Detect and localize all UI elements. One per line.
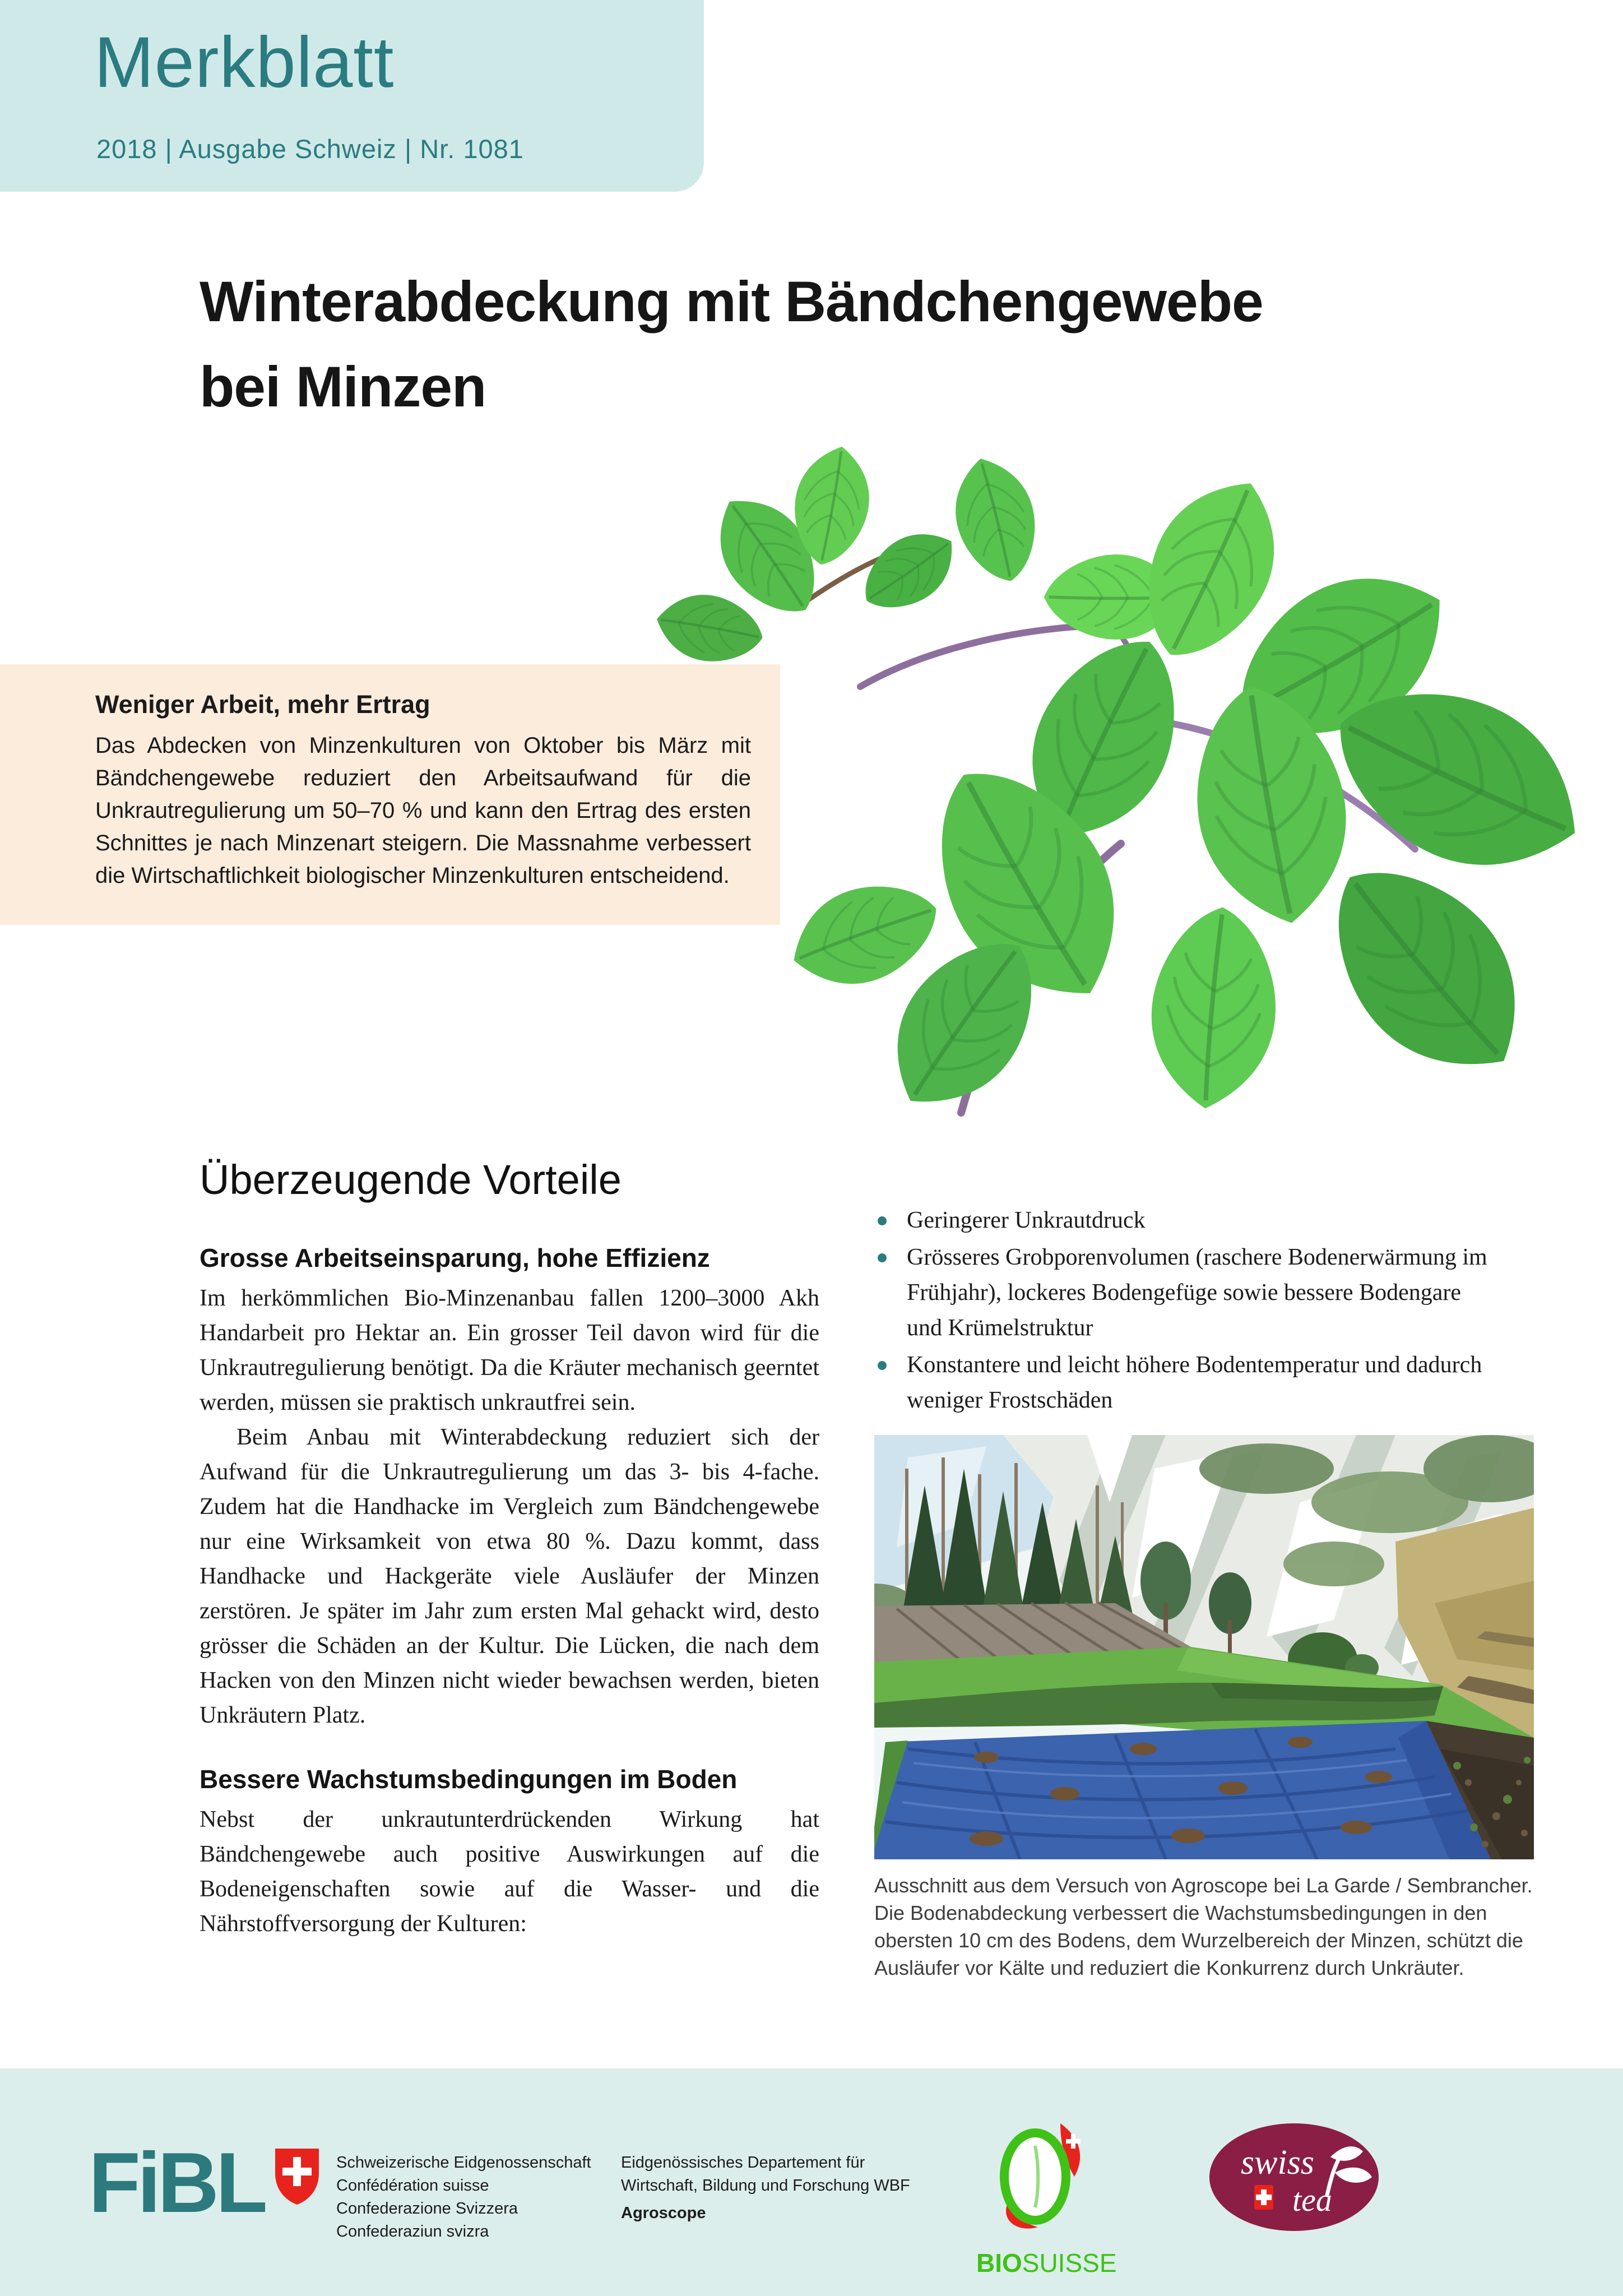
masthead-subtitle: 2018 | Ausgabe Schweiz | Nr. 1081 (96, 134, 524, 164)
benefits-list (874, 1203, 1501, 1418)
department-line: Eidgenössisches Departement für (621, 2154, 865, 2172)
confederation-line: Schweizerische Eidgenossenschaft (336, 2154, 591, 2172)
department-block (621, 2151, 910, 2225)
confederation-line: Confederaziun svizra (336, 2223, 489, 2241)
masthead (0, 0, 704, 192)
left-column (200, 1156, 819, 1941)
field-photo (874, 1435, 1534, 1859)
benefit-item (874, 1240, 1501, 1346)
footer (0, 2068, 1623, 2296)
intro-box-body: Das Abdecken von Minzenkulturen von Oktober bis März mit Bändchengewebe reduziert den Arbeitsaufwand für die Unkrautregulierung um 50–70 % und kann den Ertrag des ersten Schnittes je nach Minzenart steigern. Die Massnahme verbessert die Wirtschaftlichkeit biologischer Minzenkulturen entscheidend. (95, 733, 751, 888)
benefit-item (874, 1348, 1501, 1418)
biosuisse-logo (976, 2112, 1133, 2278)
biosuisse-mark-icon (976, 2112, 1111, 2247)
agroscope-label: Agroscope (621, 2204, 706, 2222)
confederation-block (336, 2151, 591, 2243)
benefit-text: Grösseres Grobporenvolumen (raschere Bodenerwärmung im Frühjahr), lockeres Bodengefüge sowie bessere Bodengare und Krümelstruktur (907, 1244, 1487, 1341)
swiss-shield-icon (273, 2147, 321, 2206)
bullet-dot-icon (878, 1216, 887, 1225)
paragraph-3: Nebst der unkrautunterdrückenden Wirkung hat Bändchengewebe auch positive Auswirkungen auf die Bodeneigenschaften sowie auf die Wasser- und die Nährstoffversorgung der Kulturen: (200, 1807, 819, 1937)
confederation-line: Confédération suisse (336, 2177, 489, 2195)
benefit-text: Konstantere und leicht höhere Bodentemperatur und dadurch weniger Frostschäden (907, 1352, 1482, 1413)
masthead-title: Merkblatt (94, 22, 395, 103)
right-column (874, 1203, 1533, 1982)
photo-caption: Ausschnitt aus dem Versuch von Agroscope bei La Garde / Sembrancher. Die Bodenabdeckung verbessert die Wachstumsbedingungen in den obersten 10 cm des Bodens, dem Wurzelbereich der Minzen, schützt die Ausläufer vor Kälte und reduziert die Konkurrenz durch Unkräuter. (874, 1874, 1533, 1979)
swisstea-word-tea: tea (1292, 2182, 1332, 2218)
benefit-item (874, 1203, 1501, 1238)
swisstea-logo (1208, 2122, 1380, 2232)
biosuisse-suisse: SUISSE (1022, 2248, 1117, 2278)
subheading-soil: Bessere Wachstumsbedingungen im Boden (200, 1765, 738, 1794)
paragraph-1: Im herkömmlichen Bio-Minzenanbau fallen 1200–3000 Akh Handarbeit pro Hektar an. Ein grosser Teil davon wird für die Unkrautregulierung benötigt. Da die Kräuter mechanisch geerntet werden, müssen sie praktisch unkrautfrei sein. (200, 1285, 819, 1415)
section-heading: Überzeugende Vorteile (200, 1156, 622, 1203)
department-line: Wirtschaft, Bildung und Forschung WBF (621, 2177, 910, 2195)
page-title-line1: Winterabdeckung mit Bändchengewebe (200, 270, 1263, 334)
benefit-text: Geringerer Unkrautdruck (907, 1207, 1146, 1233)
fibl-logo: FiBL (89, 2135, 265, 2230)
bullet-dot-icon (878, 1253, 887, 1262)
intro-box-heading: Weniger Arbeit, mehr Ertrag (95, 690, 430, 719)
subheading-efficiency: Grosse Arbeitseinsparung, hohe Effizienz (200, 1243, 710, 1272)
field-photo-figure (874, 1435, 1533, 1982)
biosuisse-bio: BIO (976, 2248, 1022, 2278)
mint-plant-image (569, 384, 1578, 1169)
confederation-line: Confederazione Svizzera (336, 2200, 518, 2218)
biosuisse-wordmark (976, 2248, 1117, 2278)
bullet-dot-icon (878, 1361, 887, 1370)
page-title-line2: bei Minzen (200, 355, 486, 419)
paragraph-2: Beim Anbau mit Winterabdeckung reduziert sich der Aufwand für die Unkrautregulierung um das 3- bis 4-fache. Zudem hat die Handhacke im Vergleich zum Bändchengewebe nur eine Wirksamkeit von etwa 80 %. Dazu kommt, dass Handhacke und Hackgeräte viele Ausläufer der Minzen zerstören. Je später im Jahr zum ersten Mal gehackt wird, desto grösser die Schäden an der Kultur. Die Lücken, die nach dem Hacken von den Minzen nicht wieder bewachsen werden, bieten Unkräutern Platz. (200, 1424, 819, 1728)
swisstea-word-swiss: swiss (1241, 2144, 1314, 2182)
